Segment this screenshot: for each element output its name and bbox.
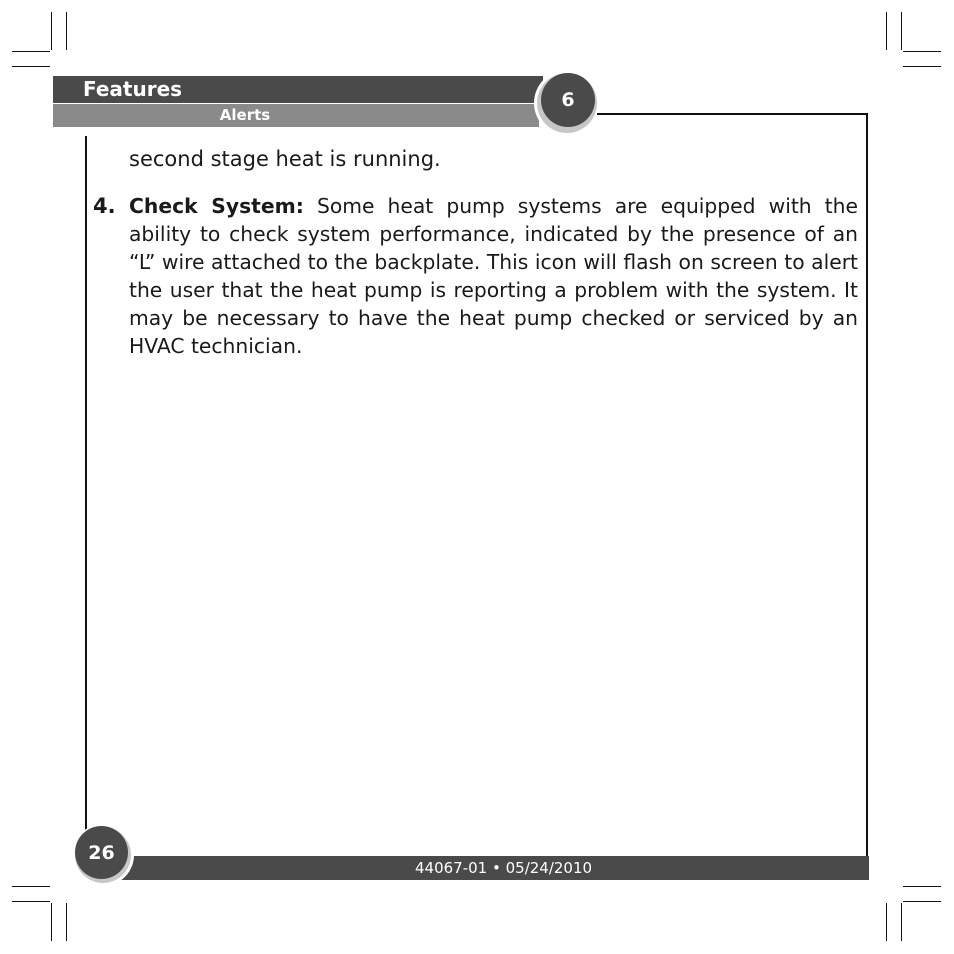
continued-paragraph: second stage heat is running. <box>129 147 441 171</box>
crop-mark <box>886 903 887 941</box>
crop-mark <box>66 12 67 50</box>
crop-mark <box>12 901 50 902</box>
chapter-number: 6 <box>561 89 575 111</box>
page-number: 26 <box>88 841 115 864</box>
page-body <box>93 145 858 360</box>
list-item-body <box>129 192 858 360</box>
subsection-title: Alerts <box>219 106 271 124</box>
frame-line-top <box>597 113 868 115</box>
section-title: Features <box>83 77 183 101</box>
crop-mark <box>66 903 67 941</box>
list-item-number: 4. <box>93 194 116 218</box>
frame-line-right <box>866 113 868 857</box>
crop-mark <box>12 66 50 67</box>
crop-mark <box>51 12 52 50</box>
crop-mark <box>51 903 52 941</box>
crop-mark <box>901 12 902 50</box>
list-item <box>93 192 858 360</box>
list-item-title: Check System: <box>129 194 304 218</box>
crop-mark <box>903 901 941 902</box>
crop-mark <box>903 886 941 887</box>
crop-mark <box>903 66 941 67</box>
crop-mark <box>12 886 50 887</box>
chapter-badge <box>541 73 595 127</box>
document-info: 44067-01 • 05/24/2010 <box>415 859 593 877</box>
page-number-badge <box>75 826 128 879</box>
subsection-bar <box>53 104 539 127</box>
crop-mark <box>886 12 887 50</box>
crop-mark <box>903 51 941 52</box>
frame-line-left <box>85 136 87 830</box>
crop-mark <box>901 903 902 941</box>
list-item-text: Some heat pump systems are equipped with the ability to check system performance, indicated by the presence of an “L” wire attached to the backplate. This icon will flash on screen to alert the user that the heat pump is reporting a problem with the system. It may be necessary to have the heat pump checked or serviced by an HVAC technician. <box>129 194 858 358</box>
crop-mark <box>12 51 50 52</box>
footer-bar <box>120 856 869 880</box>
